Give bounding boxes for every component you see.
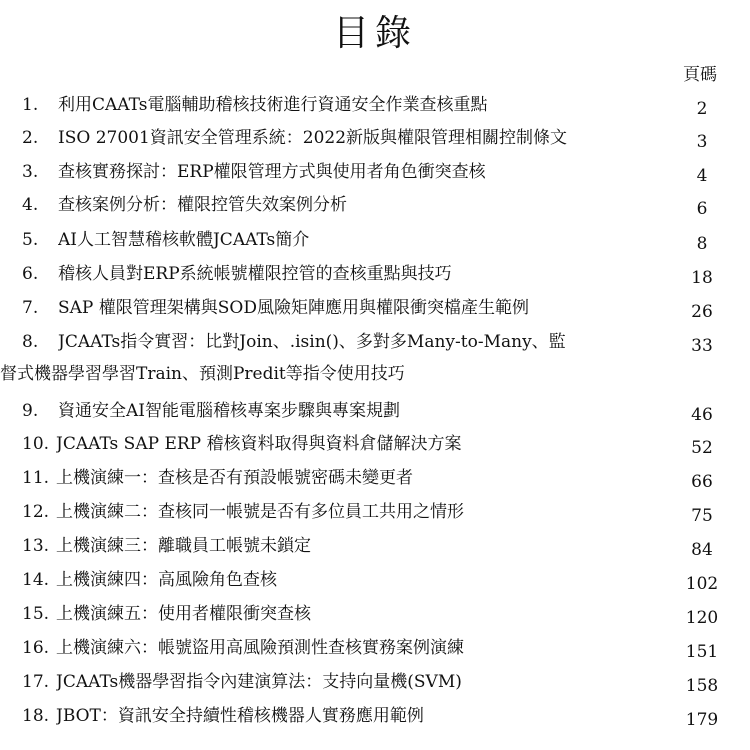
entry-title: 上機演練五：使用者權限衝突查核: [56, 604, 311, 624]
toc-entry: [22, 666, 740, 698]
entry-page: 18: [691, 268, 713, 288]
page-title: 目錄: [332, 13, 417, 54]
entry-page: 66: [691, 472, 713, 492]
entry-page: 46: [691, 405, 713, 425]
entry-title: 稽核人員對ERP系統帳號權限控管的查核重點與技巧: [58, 264, 452, 284]
entry-number: 2.: [22, 128, 39, 148]
entry-page: 158: [685, 676, 719, 696]
toc-entry: [22, 632, 740, 664]
entry-number: 1.: [22, 95, 39, 115]
entry-page: 151: [685, 642, 719, 662]
entry-title: 上機演練三：離職員工帳號未鎖定: [56, 536, 311, 556]
page-number-header: 頁碼: [683, 65, 717, 85]
entry-page: 120: [685, 608, 719, 628]
entry-number: 4.: [22, 195, 39, 215]
entry-number: 10.: [22, 434, 50, 454]
entry-number: 12.: [22, 502, 50, 522]
entry-number: 6.: [22, 264, 39, 284]
entry-page: 75: [691, 506, 713, 526]
entry-number: 14.: [22, 570, 50, 590]
entry-title: JCAATs指令實習：比對Join、.isin()、多對多Many-to-Many、監: [58, 332, 566, 352]
entry-page: 26: [691, 302, 713, 322]
entry-title: 查核實務探討：ERP權限管理方式與使用者角色衝突查核: [58, 162, 486, 182]
entry-page: 33: [691, 336, 713, 356]
entry-title: 上機演練一：查核是否有預設帳號密碼未變更者: [56, 468, 413, 488]
toc-entry: [22, 496, 740, 528]
entry-title: JBOT：資訊安全持續性稽核機器人實務應用範例: [56, 706, 424, 726]
entry-title: 利用CAATs電腦輔助稽核技術進行資通安全作業查核重點: [58, 95, 488, 115]
entry-page: 4: [696, 166, 708, 186]
toc-entry: [22, 700, 740, 732]
toc-entry: [22, 89, 740, 121]
toc-entry: [22, 189, 740, 221]
entry-number: 17.: [22, 672, 50, 692]
entry-page: 84: [691, 540, 713, 560]
toc-entry: [22, 564, 740, 596]
entry-number: 5.: [22, 230, 39, 250]
entry-title: 資通安全AI智能電腦稽核專案步驟與專案規劃: [58, 401, 400, 421]
entry-page: 52: [691, 438, 713, 458]
toc-entry: [22, 395, 740, 427]
toc-entry: [22, 292, 740, 324]
entry-title: JCAATs SAP ERP 稽核資料取得與資料倉儲解決方案: [56, 434, 462, 454]
entry-number: 9.: [22, 401, 39, 421]
entry-title: JCAATs機器學習指令內建演算法：支持向量機(SVM): [56, 672, 462, 692]
entry-title: 上機演練四：高風險角色查核: [56, 570, 277, 590]
entry-page: 3: [696, 132, 708, 152]
entry-number: 11.: [22, 468, 50, 488]
toc-entry: [0, 326, 740, 390]
toc-entry: [22, 530, 740, 562]
entry-number: 3.: [22, 162, 39, 182]
entry-page: 8: [696, 234, 708, 254]
entry-number: 13.: [22, 536, 50, 556]
toc-entry: [22, 122, 740, 154]
toc-entry: [22, 258, 740, 290]
toc-entry: [22, 224, 740, 256]
entry-title: AI人工智慧稽核軟體JCAATs簡介: [58, 230, 310, 250]
entry-number: 18.: [22, 706, 50, 726]
toc-entry: [22, 598, 740, 630]
entry-page: 179: [685, 710, 719, 730]
entry-title: 上機演練六：帳號盜用高風險預測性查核實務案例演練: [56, 638, 464, 658]
entry-number: 7.: [22, 298, 39, 318]
entry-page: 6: [696, 199, 708, 219]
toc-entry: [22, 156, 740, 188]
entry-title: SAP 權限管理架構與SOD風險矩陣應用與權限衝突檔產生範例: [58, 298, 529, 318]
entry-number: 15.: [22, 604, 50, 624]
entry-title: ISO 27001資訊安全管理系統：2022新版與權限管理相關控制條文: [58, 128, 568, 148]
entry-number: 16.: [22, 638, 50, 658]
entry-title: 查核案例分析：權限控管失效案例分析: [58, 195, 347, 215]
toc-entry: [22, 462, 740, 494]
entry-page: 102: [685, 574, 719, 594]
entry-page: 2: [696, 99, 708, 119]
toc-entry: [22, 428, 740, 460]
entry-title-continued: 督式機器學習學習Train、預測Predit等指令使用技巧: [0, 364, 405, 384]
entry-title: 上機演練二：查核同一帳號是否有多位員工共用之情形: [56, 502, 464, 522]
entry-number: 8.: [22, 332, 39, 352]
